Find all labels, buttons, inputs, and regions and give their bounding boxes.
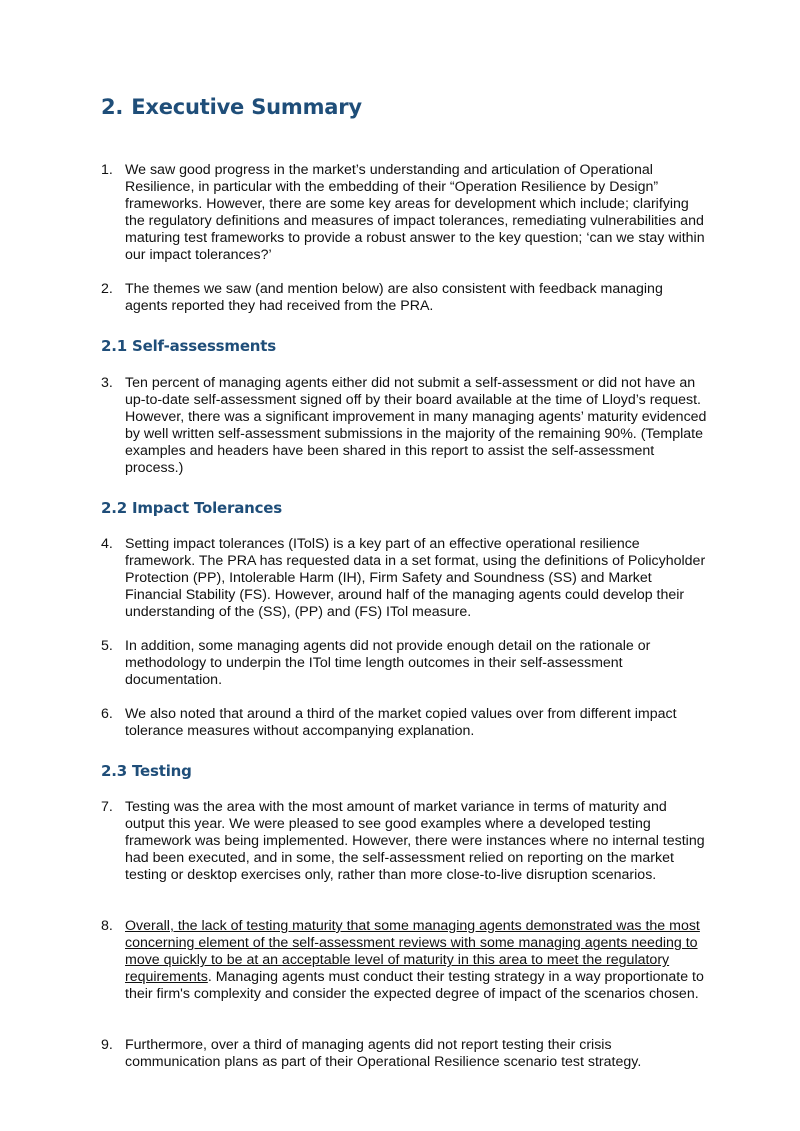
- list-item-text-rest: . Managing agents must conduct their testing strategy in a way proportionate to their firm's complexity and consider the expected degree of impact of the scenarios chosen.: [125, 969, 704, 1003]
- list-item-text: Setting impact tolerances (ITolS) is a key part of an effective operational resilience framework. The PRA has requested data in a set format, using the definitions of Policyholder Protection (PP), Intolerable Harm (IH), Firm Safety and Soundness (SS) and Market Financial Stability (FS). However, around half of the managing agents could develop their understanding of the (SS), (PP) and (FS) ITol measure.: [125, 536, 706, 621]
- list-item-number: 1.: [101, 162, 113, 178]
- list-item: [101, 536, 711, 621]
- list-item: [101, 375, 711, 478]
- list-item-text: Testing was the area with the most amount of market variance in terms of maturity and output this year. We were pleased to see good examples where a developed testing framework was being implemented. However, there were instances where no internal testing had been executed, and in some, the self-assessment relied on reporting on the market testing or desktop exercises only, rather than more close-to-live disruption scenarios.: [125, 799, 705, 884]
- underlined-emphasis: Overall, the lack of testing maturity that some managing agents demonstrated was the most concerning element of the self-assessment reviews with some managing agents needing to move quickly to be at an acceptable level of maturity in this area to meet the regulatory requirements: [125, 918, 700, 986]
- list-item-number: 7.: [101, 799, 113, 815]
- list-item-text: In addition, some managing agents did not provide enough detail on the rationale or methodology to underpin the ITol time length outcomes in their self-assessment documentation.: [125, 638, 651, 689]
- list-item-text: Ten percent of managing agents either did not submit a self-assessment or did not have an up-to-date self-assessment signed off by their board available at the time of Lloyd’s request. However, there was a significant improvement in many managing agents’ maturity evidenced by well written self-assessment submissions in the majority of the remaining 90%. (Template examples and headers have been shared in this report to assist the self-assessment process.): [125, 375, 707, 477]
- list-item: [101, 281, 711, 315]
- list-item-number: 8.: [101, 918, 113, 934]
- section-heading-self-assessments: 2.1 Self-assessments: [101, 337, 276, 355]
- section-heading-testing: 2.3 Testing: [101, 762, 192, 780]
- list-item: [101, 799, 711, 884]
- list-item-text: The themes we saw (and mention below) are also consistent with feedback managing agents reported they had received from the PRA.: [125, 281, 663, 315]
- list-item-text: Furthermore, over a third of managing agents did not report testing their crisis communication plans as part of their Operational Resilience scenario test strategy.: [125, 1037, 642, 1071]
- list-item: [101, 706, 711, 740]
- list-item-number: 3.: [101, 375, 113, 391]
- page-title: [101, 95, 362, 119]
- heading-number: 2.: [101, 95, 124, 119]
- list-item-number: 4.: [101, 536, 113, 552]
- list-item-text: We also noted that around a third of the market copied values over from different impact tolerance measures without accompanying explanation.: [125, 706, 677, 740]
- list-item-text: We saw good progress in the market’s understanding and articulation of Operational Resilience, in particular with the embedding of their “Operation Resilience by Design” frameworks. However, there are some key areas for development which include; clarifying the regulatory definitions and measures of impact tolerances, remediating vulnerabilities and maturing test frameworks to provide a robust answer to the key question; ‘can we stay within our impact tolerances?’: [125, 162, 705, 264]
- list-item-number: 5.: [101, 638, 113, 654]
- heading-title: Executive Summary: [131, 95, 362, 119]
- list-item-text: [125, 918, 709, 1003]
- section-heading-impact-tolerances: 2.2 Impact Tolerances: [101, 499, 283, 517]
- list-item-number: 2.: [101, 281, 113, 297]
- list-item-number: 9.: [101, 1037, 113, 1053]
- list-item: [101, 638, 711, 689]
- list-item: [101, 162, 711, 265]
- list-item-number: 6.: [101, 706, 113, 722]
- list-item: [101, 1037, 711, 1071]
- list-item: [101, 918, 711, 1003]
